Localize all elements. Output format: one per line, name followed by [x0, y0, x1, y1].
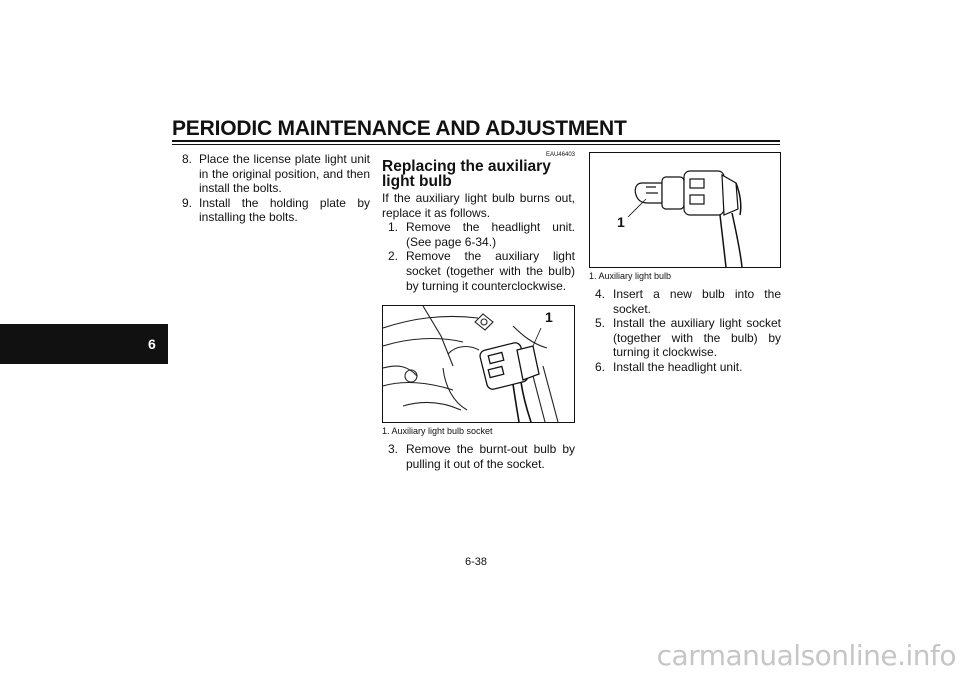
step-text: Remove the burnt-out bulb by pulling it out of the socket.: [406, 442, 575, 471]
bulb-drawing: [590, 153, 780, 267]
page-number: 6-38: [465, 556, 488, 568]
step-text: Remove the auxiliary light socket (together with the bulb) by turning it counterclockwise.: [406, 249, 575, 293]
step-text: Remove the headlight unit. (See page 6-34.): [406, 220, 575, 249]
step-6: [589, 360, 781, 375]
left-column: [182, 152, 370, 225]
step-text: Install the holding plate by installing the bolts.: [199, 195, 370, 225]
step-number: 1.: [388, 220, 399, 235]
step-4: [589, 287, 781, 316]
step-text: Install the auxiliary light socket (together with the bulb) by turning it clockwise.: [613, 316, 781, 360]
step-number: 3.: [388, 442, 399, 457]
step-2: [382, 249, 575, 293]
step-1: [382, 220, 575, 249]
step-text: Place the license plate light unit in the original position, and then install the bolts.: [199, 152, 370, 196]
step-text: Insert a new bulb into the socket.: [613, 287, 781, 316]
step-9: [182, 196, 370, 225]
step-number: 6.: [595, 359, 606, 374]
chapter-tab: [0, 324, 168, 364]
page-header-title: PERIODIC MAINTENANCE AND ADJUSTMENT: [172, 117, 627, 140]
intro-text: If the auxiliary light bulb burns out, replace it as follows.: [382, 191, 575, 220]
step-number: 2.: [388, 249, 399, 264]
figure-callout: 1: [617, 214, 625, 230]
section-heading: Replacing the auxiliary light bulb: [382, 158, 551, 190]
right-column: [589, 152, 781, 375]
middle-column: [382, 152, 575, 471]
header-rule-thin: [172, 144, 780, 145]
socket-illustration: [382, 305, 575, 423]
step-number: 5.: [595, 316, 606, 331]
step-number: 4.: [595, 287, 606, 301]
chapter-tab-number: 6: [148, 336, 156, 352]
figure-caption: 1. Auxiliary light bulb socket: [382, 426, 493, 437]
reference-code: EAU46403: [545, 152, 575, 158]
step-text: Install the headlight unit.: [613, 359, 743, 374]
step-5: [589, 316, 781, 360]
step-8: [182, 152, 370, 196]
bulb-illustration: [589, 152, 781, 268]
watermark: carmanualsonline.info: [656, 639, 956, 672]
step-number: 9.: [182, 195, 193, 210]
step-3: [382, 442, 575, 471]
header-rule-thick: [172, 140, 780, 142]
figure-caption: 1. Auxiliary light bulb: [589, 271, 672, 281]
figure-callout: 1: [545, 309, 553, 326]
step-number: 8.: [182, 152, 193, 166]
